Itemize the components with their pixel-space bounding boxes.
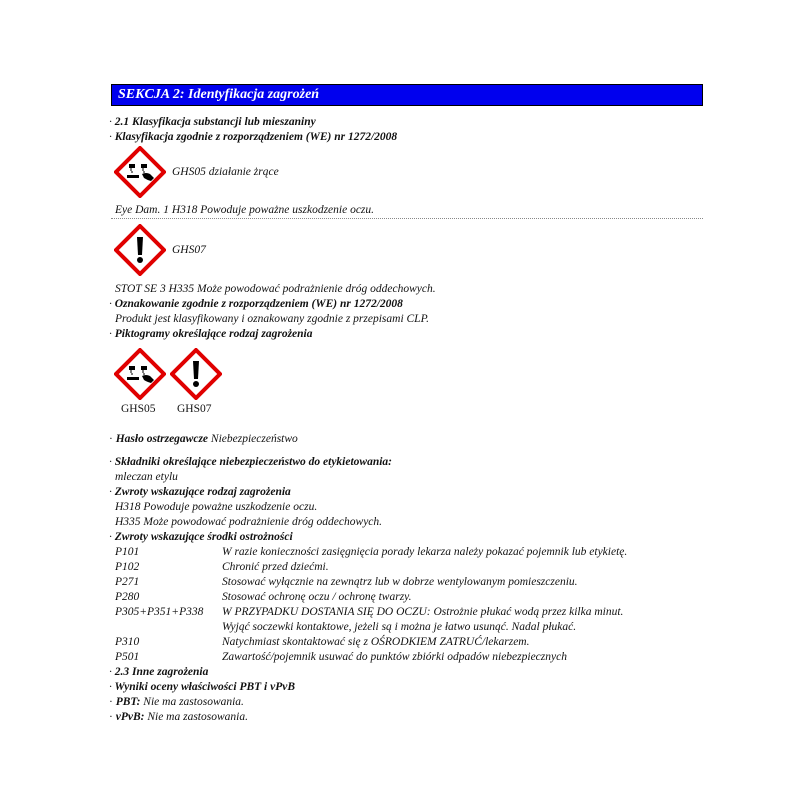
p-text: Wyjąć soczewki kontaktowe, jeżeli są i można je łatwo usunąć. Nadal płukać. [222, 621, 577, 633]
p-code: P305+P351+P338 [115, 606, 204, 618]
pictogram-label-ghs07: GHS07 [177, 403, 212, 415]
signal-word-label: Hasło ostrzegawcze [115, 433, 209, 445]
pictogram-label-ghs05: GHS05 [121, 403, 156, 415]
signal-word-value: Niebezpieczeństwo [210, 433, 298, 445]
p-text: Chronić przed dziećmi. [222, 561, 329, 573]
pbt-heading: · Wyniki oceny właściwości PBT i vPvB [109, 681, 296, 693]
vpvb-line [109, 710, 248, 724]
p-text: W razie konieczności zasięgnięcia porady lekarza należy pokazać pojemnik lub etykietę. [222, 546, 628, 558]
ghs07-label: GHS07 [172, 244, 206, 256]
p-statements-heading: · Zwroty wskazujące środki ostrożności [109, 531, 293, 543]
clp-classification-heading: · Klasyfikacja zgodnie z rozporządzeniem (WE) nr 1272/2008 [109, 131, 398, 143]
h-statement: H335 Może powodować podrażnienie dróg oddechowych. [115, 516, 383, 528]
p-code: P310 [115, 636, 140, 648]
bullet: · [109, 486, 112, 498]
bullet: · [109, 681, 112, 693]
vpvb-label: vPvB: [115, 711, 145, 723]
p-text: W PRZYPADKU DOSTANIA SIĘ DO OCZU: Ostrożnie płukać wodą przez kilka minut. [222, 606, 624, 618]
pbt-value: Nie ma zastosowania. [143, 696, 244, 708]
stot-classification: STOT SE 3 H335 Może powodować podrażnienie dróg oddechowych. [115, 283, 436, 295]
labelling-heading: · Oznakowanie zgodnie z rozporządzeniem (WE) nr 1272/2008 [109, 298, 403, 310]
bullet: · [109, 298, 112, 310]
p-code: P102 [115, 561, 140, 573]
p-code: P271 [115, 576, 140, 588]
signal-word-line [109, 432, 298, 446]
ghs07-exclamation-icon [114, 224, 166, 276]
p-code: P501 [115, 651, 140, 663]
p-text: Zawartość/pojemnik usuwać do punktów zbiórki odpadów niebezpiecznych [222, 651, 567, 663]
ghs07-pictogram-icon [170, 348, 222, 400]
heading-2-1: · 2.1 Klasyfikacja substancji lub mieszaniny [109, 116, 316, 128]
vpvb-value: Nie ma zastosowania. [147, 711, 248, 723]
bullet: · [109, 433, 113, 445]
pictograms-heading: · Piktogramy określające rodzaj zagrożenia [109, 328, 313, 340]
p-code: P101 [115, 546, 140, 558]
labelling-note: Produkt jest klasyfikowany i oznakowany zgodnie z przepisami CLP. [115, 313, 429, 325]
bullet: · [109, 666, 112, 678]
ghs05-corrosion-icon [114, 146, 166, 198]
p-text: Stosować wyłącznie na zewnątrz lub w dobrze wentylowanym pomieszczeniu. [222, 576, 578, 588]
bullet: · [109, 711, 113, 723]
bullet: · [109, 131, 112, 143]
pbt-line [109, 695, 244, 709]
ghs05-pictogram-icon [114, 348, 166, 400]
ghs05-label: GHS05 działanie żrące [172, 166, 279, 178]
section-header [111, 84, 703, 106]
bullet: · [109, 531, 112, 543]
bullet: · [109, 116, 112, 128]
p-text: Stosować ochronę oczu / ochronę twarzy. [222, 591, 412, 603]
p-code: P280 [115, 591, 140, 603]
bullet: · [109, 696, 113, 708]
p-text: Natychmiast skontaktować się z OŚRODKIEM ZATRUĆ/lekarzem. [222, 636, 530, 648]
heading-2-3: · 2.3 Inne zagrożenia [109, 666, 209, 678]
components-heading: · Składniki określające niebezpieczeństwo do etykietowania: [109, 456, 393, 468]
bullet: · [109, 328, 112, 340]
section-title: SEKCJA 2: Identyfikacja zagrożeń [118, 87, 320, 102]
pbt-label: PBT: [115, 696, 141, 708]
bullet: · [109, 456, 112, 468]
components-value: mleczan etylu [115, 471, 178, 483]
eye-dam-classification: Eye Dam. 1 H318 Powoduje poważne uszkodzenie oczu. [115, 204, 375, 216]
h-statements-heading: · Zwroty wskazujące rodzaj zagrożenia [109, 486, 291, 498]
dotted-divider [111, 218, 703, 219]
h-statement: H318 Powoduje poważne uszkodzenie oczu. [115, 501, 318, 513]
